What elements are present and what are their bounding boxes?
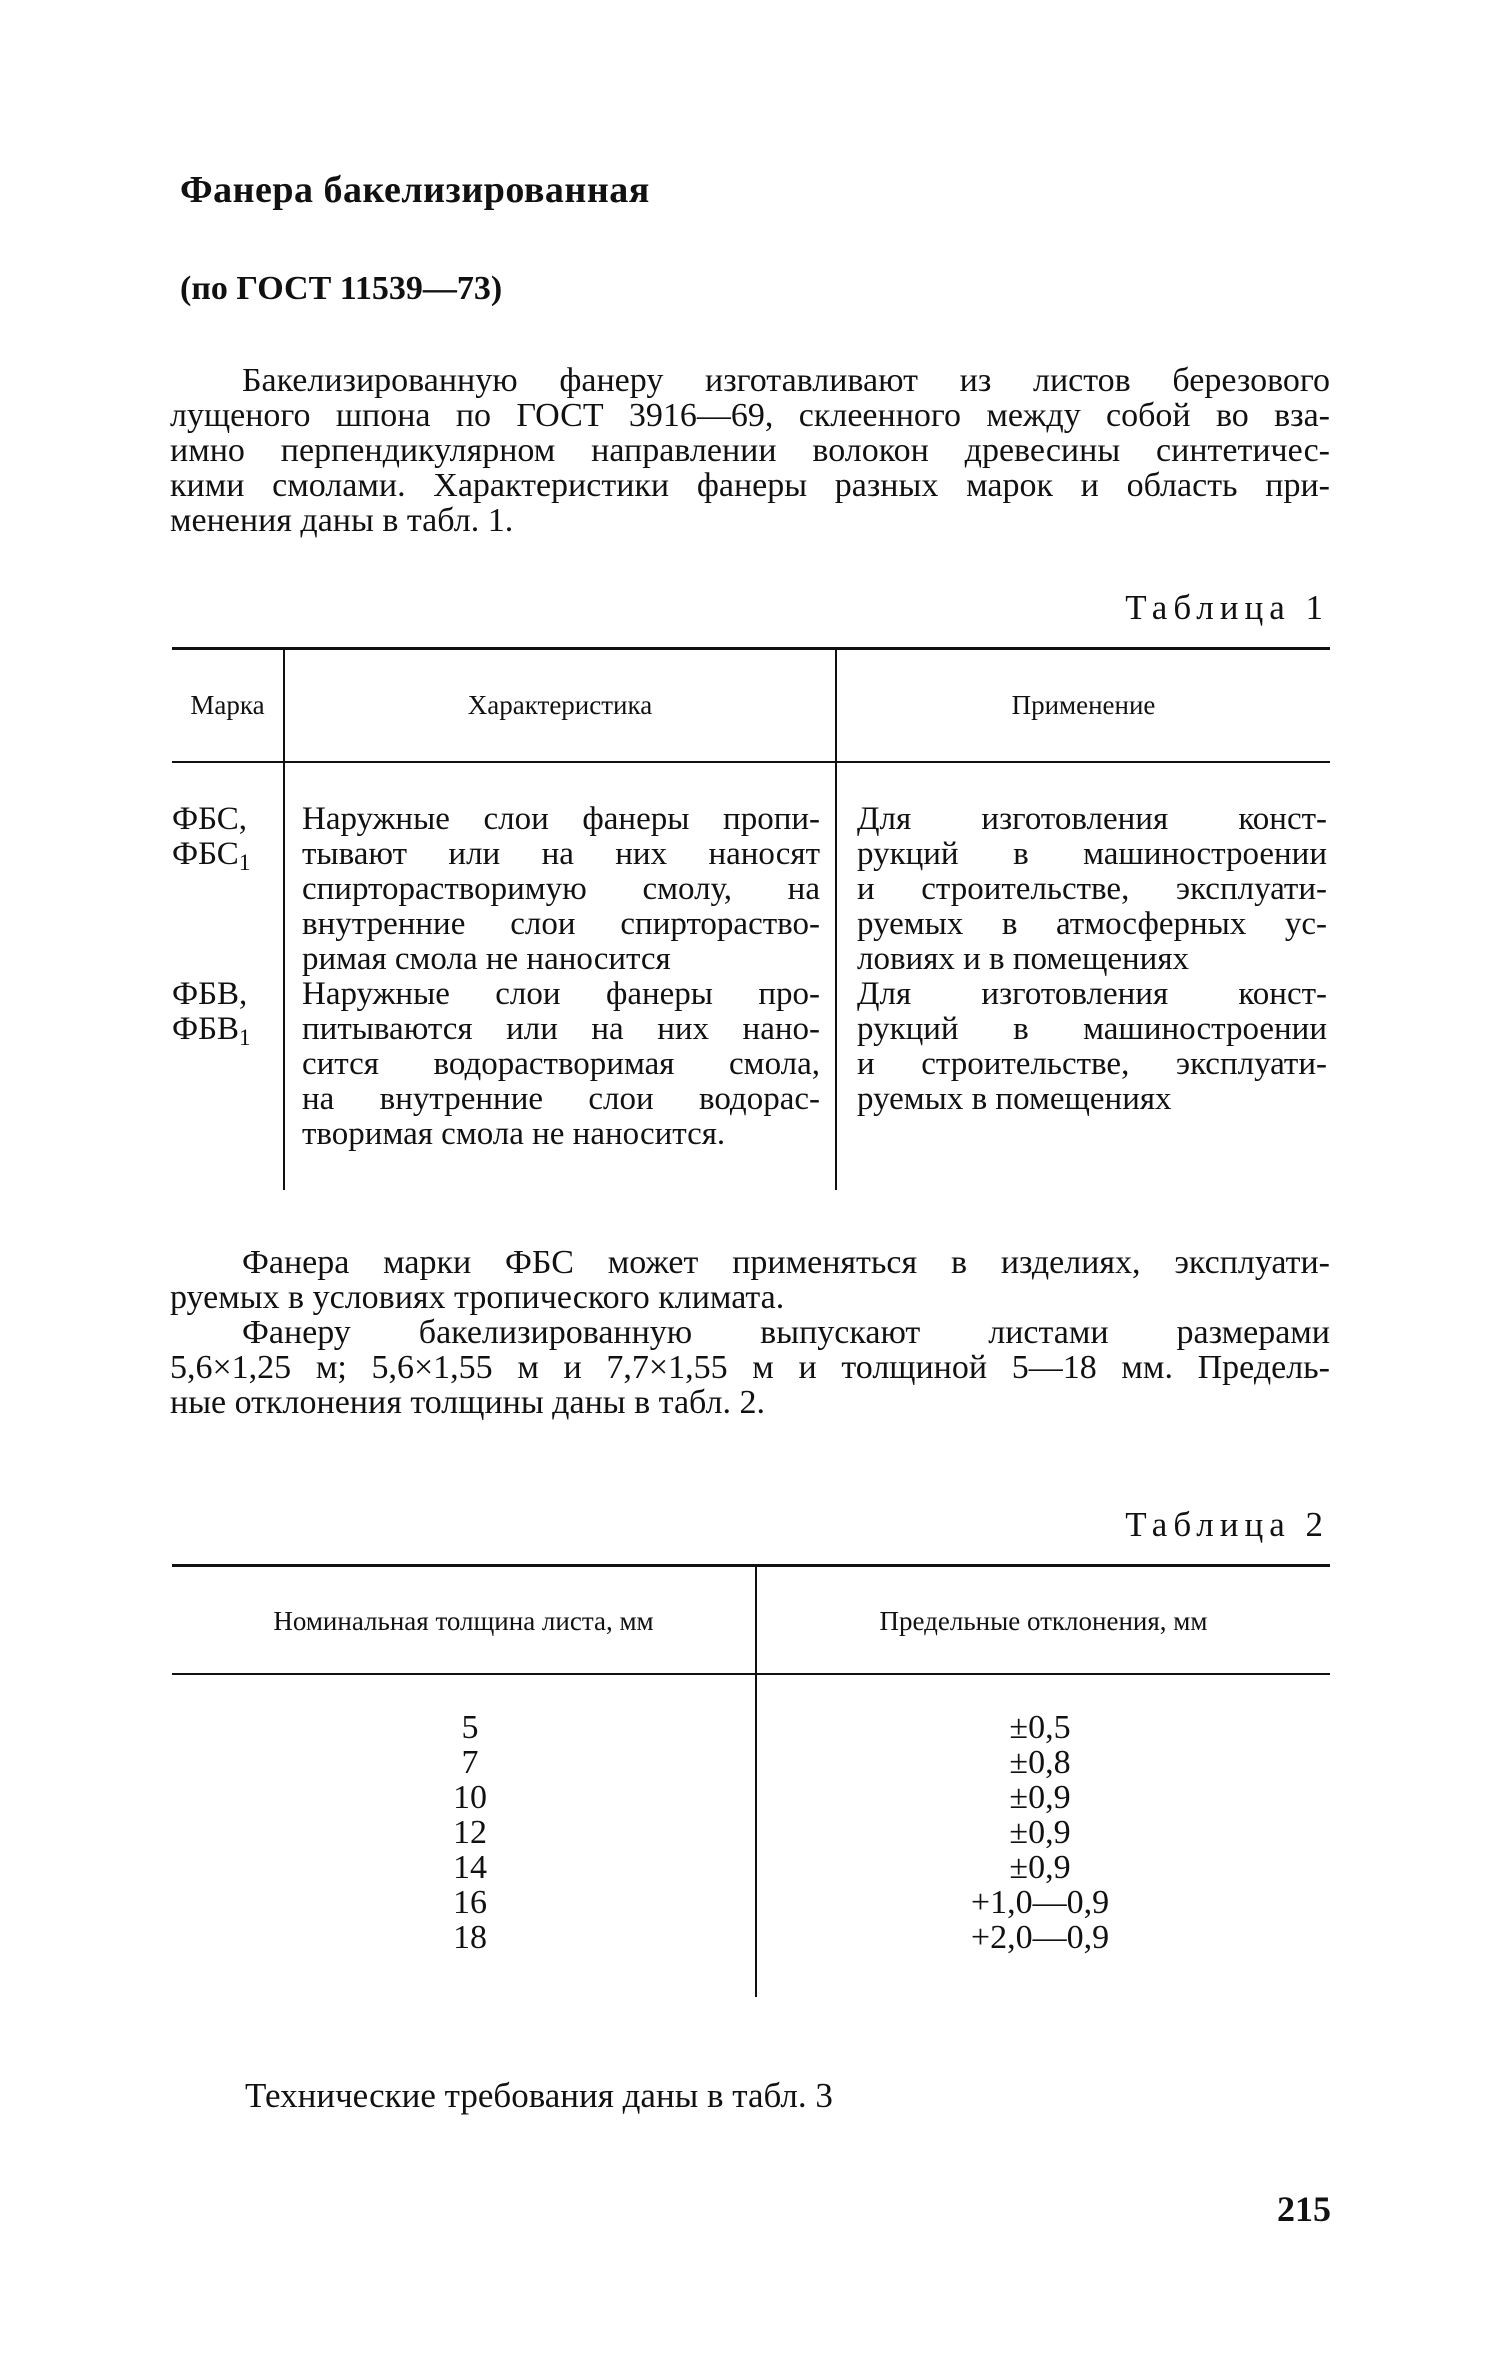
char-2-line-4: на внутренние слои водорас-	[302, 1081, 820, 1117]
char-2-line-5: творимая смола не наносится.	[302, 1116, 726, 1152]
table-1-divider-2	[835, 650, 837, 1190]
table-row: ±0,5	[1009, 1709, 1071, 1746]
table-row: ±0,9	[1009, 1779, 1071, 1816]
table-1-header-mark: Марка	[190, 690, 265, 720]
app-2-line-1: Для изготовления конст-	[857, 976, 1327, 1012]
mark-fbs1	[172, 837, 282, 880]
table-row: +1,0—0,9	[970, 1884, 1110, 1921]
app-1-line-1: Для изготовления конст-	[857, 801, 1327, 837]
intro-line-3: имно перпендикулярном направлении волокон древесины синтетичес-	[170, 432, 1330, 469]
char-2-line-2: питываются или на них нано-	[302, 1011, 820, 1047]
char-2-line-3: сится водорастворимая смола,	[302, 1046, 820, 1082]
intro-line-5: менения даны в табл. 1.	[170, 502, 514, 539]
table-row: 14	[453, 1849, 487, 1886]
table-row: +2,0—0,9	[970, 1919, 1110, 1956]
table-row: ±0,9	[1009, 1849, 1071, 1886]
table-1-row-2-mark	[172, 977, 282, 1055]
table-1-header-characteristic: Характеристика	[467, 690, 653, 720]
sizes-paragraph	[170, 1315, 1330, 1420]
app-2-line-2: рукций в машиностроении	[857, 1011, 1327, 1047]
table-2-header-deviation: Предельные отклонения, мм	[879, 1606, 1208, 1636]
table-1-row-2-characteristic	[302, 977, 820, 1152]
table-1-row-1-characteristic	[302, 802, 820, 977]
mark-fbv: ФБВ,	[172, 976, 248, 1012]
deviation-column	[920, 1710, 1160, 1955]
intro-line-4: кими смолами. Характеристики фанеры разных марок и область при-	[170, 467, 1330, 504]
standard-reference: (по ГОСТ 11539—73)	[180, 270, 503, 307]
intro-paragraph	[170, 363, 1330, 538]
table-row: 12	[453, 1814, 487, 1851]
tropical-line-1: Фанера марки ФБС может применяться в изделиях, эксплуати-	[242, 1244, 1330, 1281]
table-row: 16	[453, 1884, 487, 1921]
table-row: ±0,8	[1009, 1744, 1071, 1781]
intro-line-2: лущеного шпона по ГОСТ 3916—69, склеенного между собой во вза-	[170, 397, 1330, 434]
mark-fbs1-subscript: 1	[238, 848, 251, 875]
table-row: 10	[453, 1779, 487, 1816]
sizes-line-2: 5,6×1,25 м; 5,6×1,55 м и 7,7×1,55 м и толщиной 5—18 мм. Предель-	[170, 1349, 1330, 1386]
page-title: Фанера бакелизированная	[180, 169, 650, 211]
table-2-label: Таблица 2	[1125, 1505, 1329, 1544]
table-row: ±0,9	[1009, 1814, 1071, 1851]
char-2-line-1: Наружные слои фанеры про-	[302, 976, 820, 1012]
app-2-line-4: руемых в помещениях	[857, 1081, 1172, 1117]
table-1-row-1-application	[857, 802, 1327, 977]
table-2-header-thickness: Номинальная толщина листа, мм	[273, 1606, 654, 1636]
sizes-line-1: Фанеру бакелизированную выпускают листами размерами	[242, 1314, 1330, 1351]
tropical-line-2: руемых в условиях тропического климата.	[170, 1279, 785, 1316]
table-2-header-rule	[172, 1673, 1330, 1675]
table-1-header-rule	[172, 761, 1330, 763]
page-number: 215	[1277, 2189, 1331, 2229]
app-1-line-4: руемых в атмосферных ус-	[857, 906, 1327, 942]
char-1-line-4: внутренние слои спиртораство-	[302, 906, 820, 942]
table-1-top-rule	[172, 647, 1330, 650]
intro-line-1: Бакелизированную фанеру изготавливают из листов березового	[242, 362, 1330, 399]
table-1-row-1-mark	[172, 802, 282, 880]
app-1-line-5: ловиях и в помещениях	[857, 941, 1189, 977]
mark-fbv1-base: ФБВ	[172, 1011, 240, 1047]
table-row: 18	[453, 1919, 487, 1956]
mark-fbv1-subscript: 1	[239, 1023, 251, 1050]
app-1-line-3: и строительстве, эксплуати-	[857, 871, 1327, 907]
table-2-top-rule	[172, 1564, 1330, 1567]
table-1-label: Таблица 1	[1125, 588, 1329, 627]
table-row: 7	[461, 1744, 479, 1781]
thickness-column	[420, 1710, 520, 1955]
app-2-line-3: и строительстве, эксплуати-	[857, 1046, 1327, 1082]
char-1-line-1: Наружные слои фанеры пропи-	[302, 801, 820, 837]
char-1-line-3: спирторастворимую смолу, на	[302, 871, 820, 907]
table-1-header-application: Применение	[1011, 690, 1156, 720]
footer-note: Технические требования даны в табл. 3	[245, 2076, 833, 2115]
table-1-divider-1	[283, 650, 285, 1190]
tropical-paragraph	[170, 1245, 1330, 1315]
char-1-line-2: тывают или на них наносят	[302, 836, 820, 872]
mark-fbs1-base: ФБС	[172, 836, 239, 872]
sizes-line-3: ные отклонения толщины даны в табл. 2.	[170, 1384, 765, 1421]
mark-fbs: ФБС,	[172, 801, 248, 837]
app-1-line-2: рукций в машиностроении	[857, 836, 1327, 872]
mark-fbv1	[172, 1012, 282, 1055]
table-1-row-2-application	[857, 977, 1327, 1117]
table-row: 5	[461, 1709, 479, 1746]
char-1-line-5: римая смола не наносится	[302, 941, 671, 977]
